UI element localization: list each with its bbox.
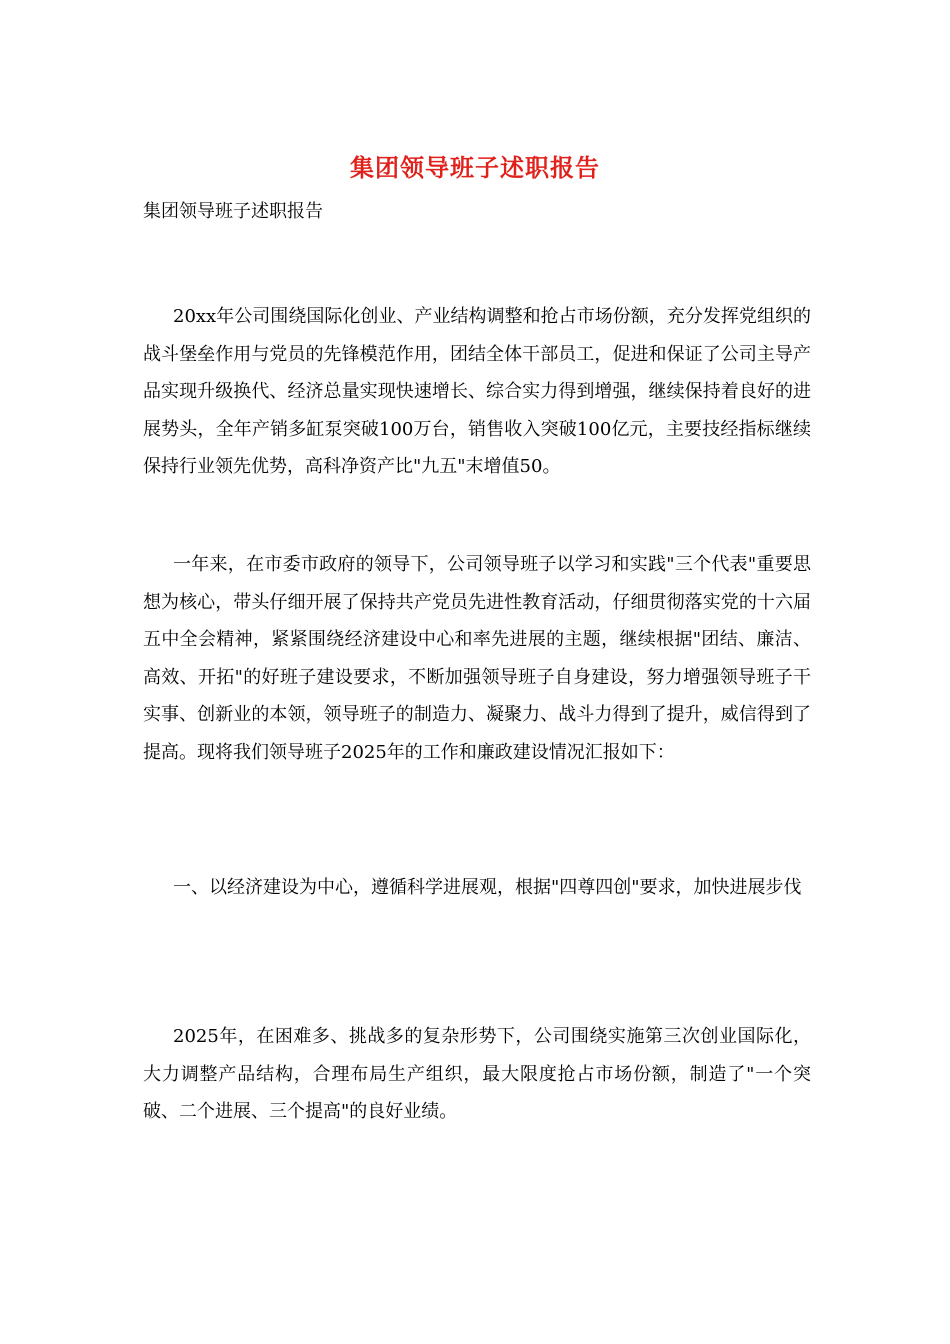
- document-title: 集团领导班子述职报告: [350, 153, 600, 182]
- section-heading-1: 一、以经济建设为中心，遵循科学进展观，根据"四尊四创"要求，加快进展步伐: [173, 877, 802, 898]
- paragraph-2: 一年来，在市委市政府的领导下，公司领导班子以学习和实践"三个代表"重要思想为核心，带头仔细开展了保持共产党员先进性教育活动，仔细贯彻落实党的十六届五中全会精神，紧紧围绕经济建设中心和率先进展的主题，继续根据"团结、廉洁、高效、开拓"的好班子建设要求，不断加强领导班子自身建设，努力增强领导班子干实事、创新业的本领，领导班子的制造力、凝聚力、战斗力得到了提升，威信得到了提高。现将我们领导班子2025年的工作和廉政建设情况汇报如下：: [143, 554, 811, 763]
- paragraph-1: 20xx年公司围绕国际化创业、产业结构调整和抢占市场份额，充分发挥党组织的战斗堡垒作用与党员的先锋模范作用，团结全体干部员工，促进和保证了公司主导产品实现升级换代、经济总量实现快速增长、综合实力得到增强，继续保持着良好的进展势头，全年产销多缸泵突破100万台，销售收入突破100亿元，主要技经指标继续保持行业领先优势，高科净资产比"九五"末增值50。: [143, 306, 811, 477]
- document-subtitle: 集团领导班子述职报告: [143, 201, 323, 222]
- paragraph-3: 2025年，在困难多、挑战多的复杂形势下，公司围绕实施第三次创业国际化，大力调整产品结构，合理布局生产组织，最大限度抢占市场份额，制造了"一个突破、二个进展、三个提高"的良好业绩。: [143, 1026, 811, 1122]
